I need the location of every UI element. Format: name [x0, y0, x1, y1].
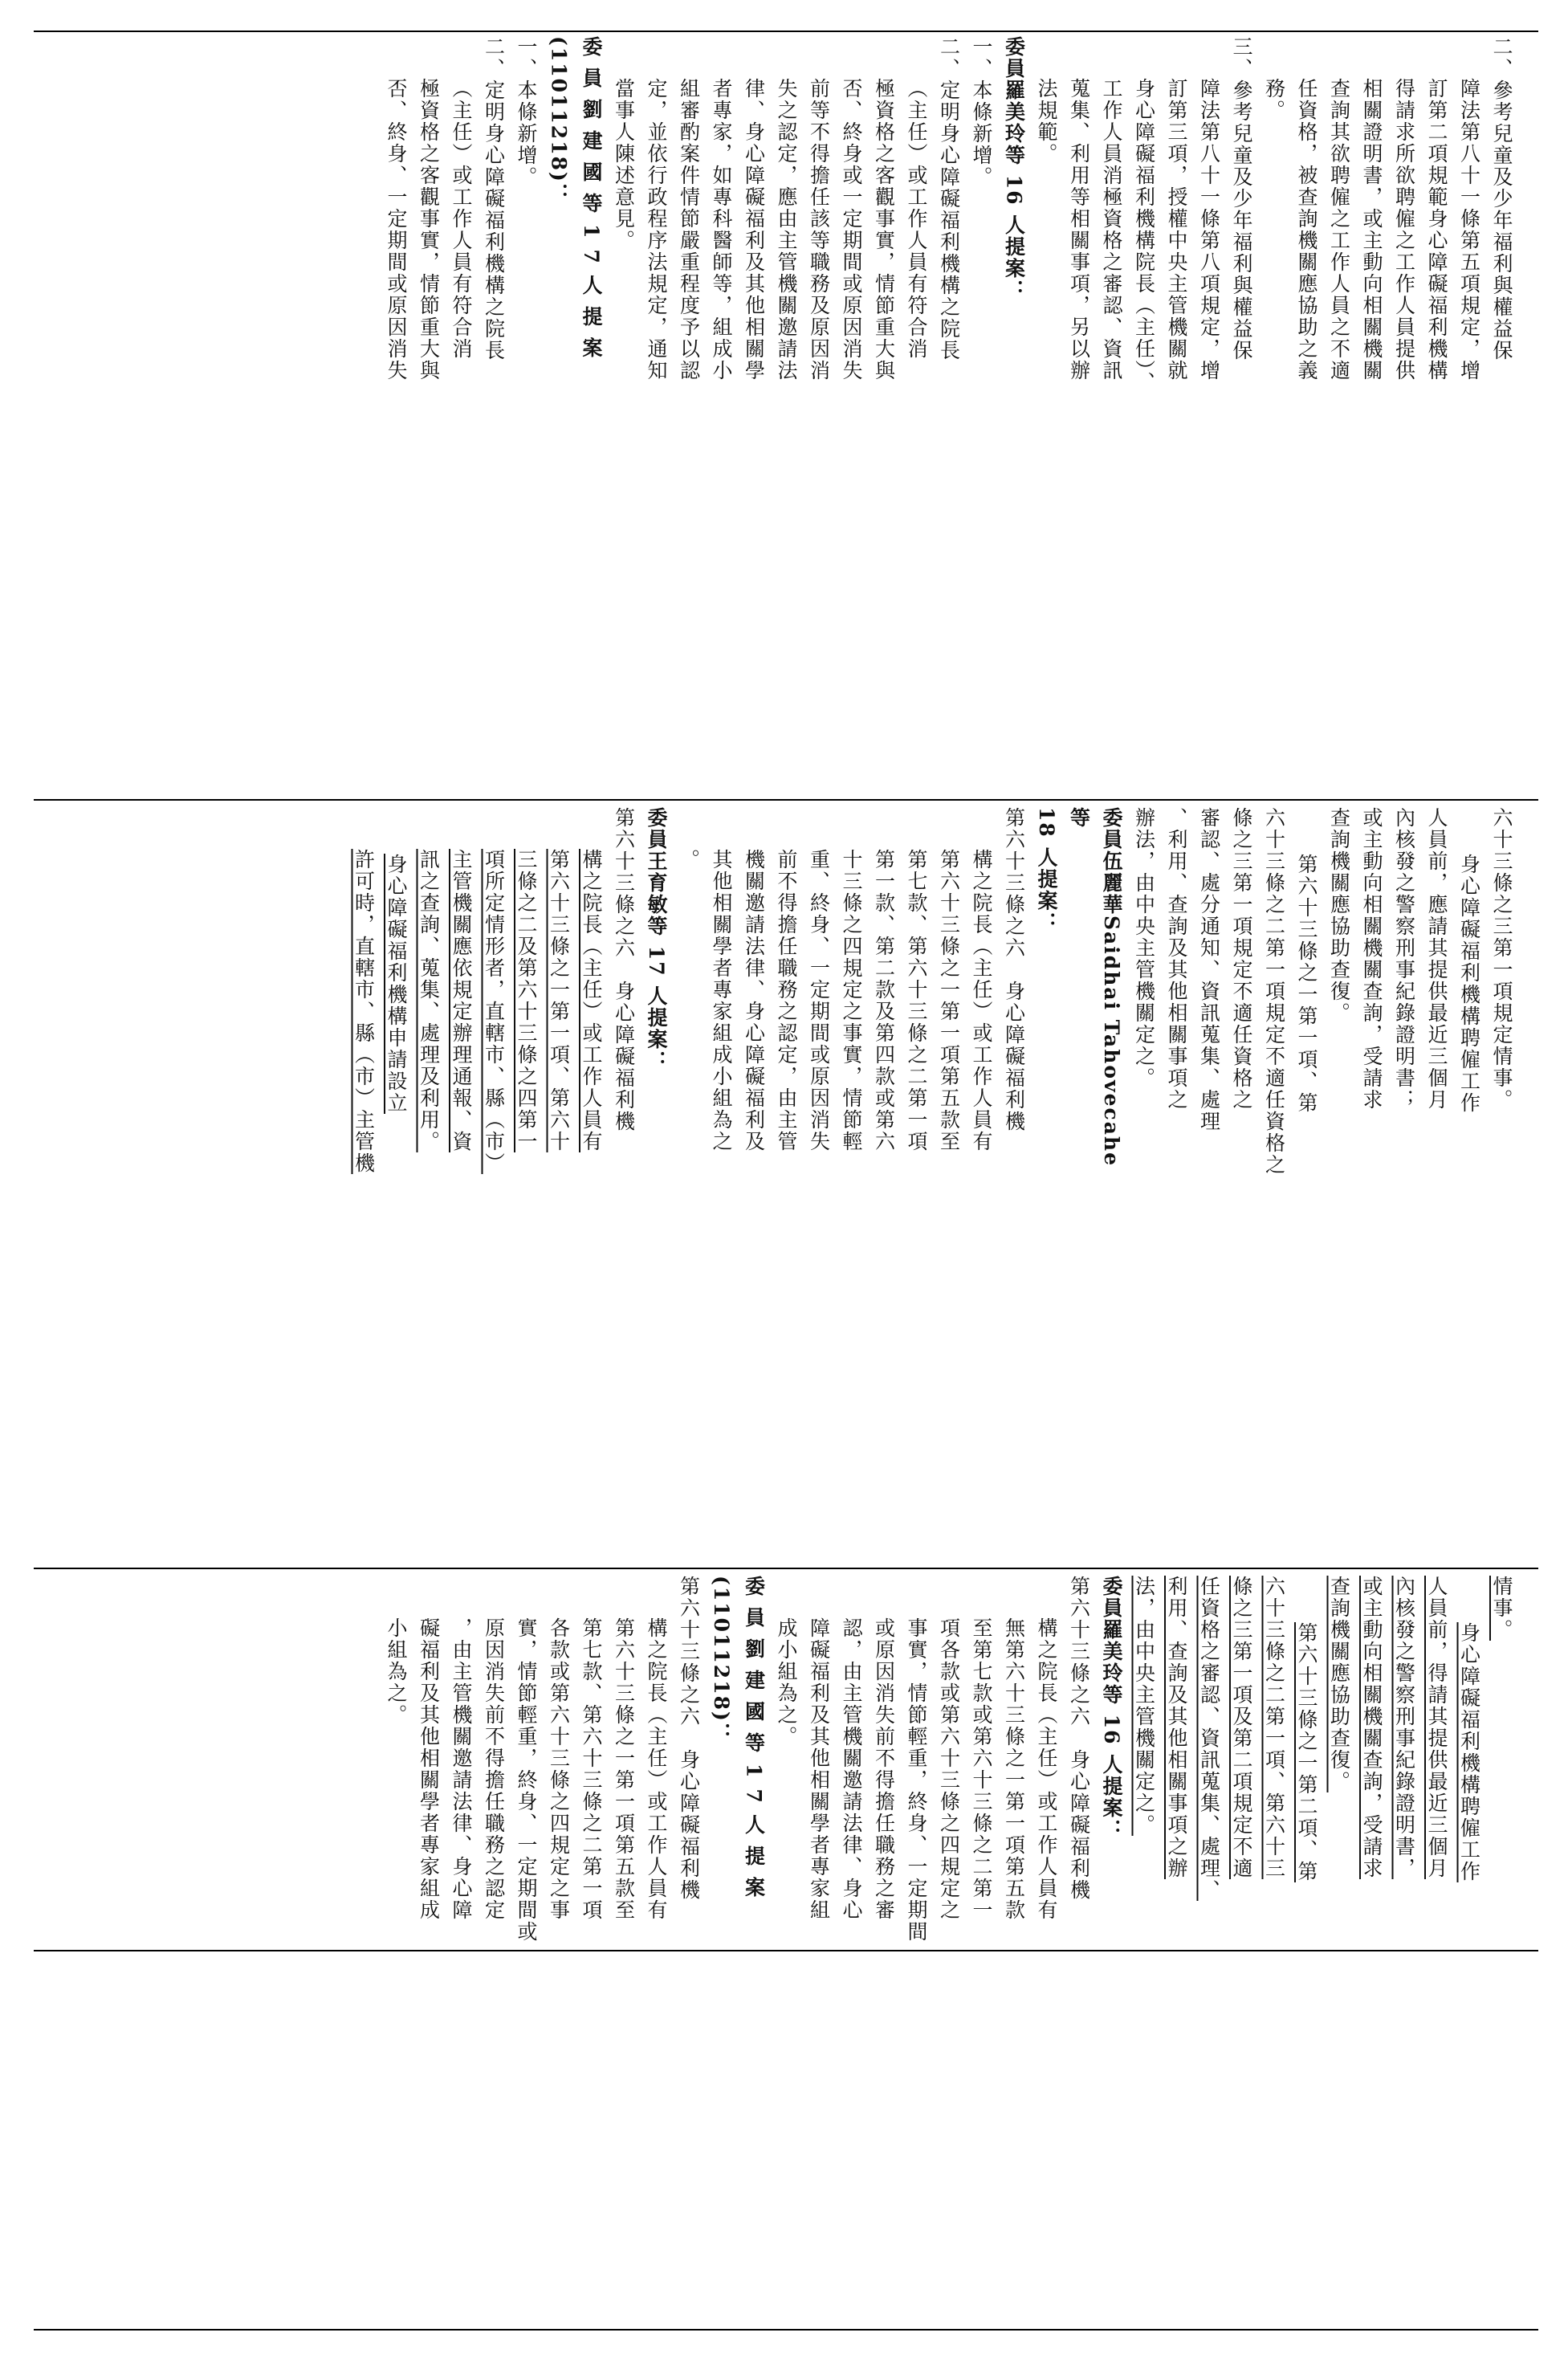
line: 認，由主管機關邀請法律、身心 [840, 1617, 863, 1921]
line: 主管機關應依規定辦理通報、資 [450, 849, 473, 1152]
top-rule [34, 31, 1538, 32]
proposal-code: (11011218)： [547, 36, 571, 205]
line: 一、本條新增。 [515, 36, 538, 188]
line: 內核發之警察刑事紀錄證明書， [1392, 1576, 1416, 1879]
line: 障法第八十一條第五項規定，增 [1457, 78, 1481, 381]
line: 無第六十三條之一第一項第五款 [1002, 1617, 1026, 1921]
line: 第六十三條之六 身心障礙福利機 [612, 807, 636, 1132]
line: 六十三條之二第一項、第六十三 [1262, 1576, 1286, 1879]
line: 機關邀請法律、身心障礙福利及 [742, 849, 766, 1152]
line: 項所定情形者，直轄市、縣（市） [482, 849, 506, 1174]
line: 三、參考兒童及少年福利與權益保 [1230, 36, 1253, 361]
line: 二、定明身心障礙福利機構之院長 [937, 36, 961, 361]
line: 二、參考兒童及少年福利與權益保 [1490, 36, 1513, 361]
line: 構之院長（主任）或工作人員有 [645, 1617, 668, 1921]
line: 利用、查詢及其他相關事項之辦 [1165, 1576, 1188, 1879]
line: 訂第三項，授權中央主管機關就 [1165, 78, 1188, 381]
line: 項各款或第六十三條之四規定之 [937, 1617, 961, 1921]
proposal-heading: 18 人提案： [1035, 807, 1058, 934]
line: 構之院長（主任）或工作人員有 [1035, 1617, 1058, 1921]
line: 第六十三條之一第一項、第 [1295, 854, 1318, 1114]
line: 許可時，直轄市、縣（市）主管機 [352, 849, 376, 1174]
line: 極資格之客觀事實，情節重大與 [872, 78, 896, 381]
line: 人員前，得請其提供最近三個月 [1425, 1576, 1448, 1879]
line: 第七款、第六十三條之二第一項 [580, 1617, 603, 1921]
line: 成小組為之。 [775, 1617, 798, 1747]
line: （主任）或工作人員有符合消 [905, 78, 928, 360]
line: 任資格，被查詢機關應協助之義 [1295, 78, 1318, 381]
proposal-heading: 委員羅美玲等 16 人提案： [1002, 36, 1026, 302]
line: 前等不得擔任該等職務及原因消 [807, 78, 831, 381]
line: 小組為之。 [385, 1617, 408, 1726]
line: 第六十三條之六 身心障礙福利機 [677, 1576, 701, 1901]
line: 訊之查詢、蒐集、處理及利用。 [417, 849, 441, 1152]
line: 第六十三條之一第二項、第 [1295, 1622, 1318, 1882]
line: 構之院長（主任）或工作人員有 [580, 849, 603, 1152]
line: 二、定明身心障礙福利機構之院長 [482, 36, 506, 361]
line: 情事。 [1490, 1576, 1513, 1641]
text-block-proposals-a [40, 807, 1517, 1185]
proposal-heading: 委員王育敏等 17 人提案： [645, 807, 668, 1073]
proposal-heading: 委員劉建國等17人提案 [580, 36, 603, 369]
line: 工作人員消極資格之審認、資訊 [1100, 78, 1123, 381]
line: 內核發之警察刑事紀錄證明書； [1392, 807, 1416, 1111]
line: 否、終身、一定期間或原因消失 [385, 78, 408, 381]
line: 失之認定，應由主管機關邀請法 [775, 78, 798, 381]
line: 定，並依行政程序法規定，通知 [645, 78, 668, 381]
proposal-code: (11011218)： [710, 1576, 733, 1744]
line: 事實，情節輕重，終身、一定期間 [905, 1617, 928, 1943]
line: 六十三條之二第一項規定不適任資格之 [1262, 807, 1286, 1176]
line: 法，由中央主管機關定之。 [1132, 1576, 1156, 1836]
line: 第七款、第六十三條之二第一項 [905, 849, 928, 1152]
line: 或主動向相關機關查詢，受請求 [1360, 1576, 1383, 1879]
line: 極資格之客觀事實，情節重大與 [417, 78, 441, 381]
line: 組審酌案件情節嚴重程度予以認 [677, 78, 701, 381]
line: 條之三第一項及第二項規定不適 [1230, 1576, 1253, 1879]
line: 蒐集、利用等相關事項，另以辦 [1067, 78, 1091, 381]
proposal-heading: 委員劉建國等17人提案 [742, 1576, 766, 1908]
line: 六十三條之三第一項規定情事。 [1490, 807, 1513, 1111]
line: 三條之二及第六十三條之四第一 [515, 849, 538, 1152]
line: 務。 [1262, 78, 1286, 121]
line: 礙福利及其他相關學者專家組成 [417, 1617, 441, 1921]
line: 第六十三條之一第一項、第六十 [547, 849, 571, 1152]
line: 障礙福利及其他相關學者專家組 [807, 1617, 831, 1921]
line: 實，情節輕重，終身、一定期間或 [515, 1617, 538, 1943]
line: 任資格之審認、資訊蒐集、處理、 [1197, 1576, 1221, 1901]
divider-rule-3 [34, 1950, 1538, 1951]
line: 查詢其欲聘僱之工作人員之不適 [1327, 78, 1351, 381]
line: 第六十三條之一第一項第五款至 [612, 1617, 636, 1921]
line: 構之院長（主任）或工作人員有 [970, 849, 993, 1152]
line: 或主動向相關機關查詢，受請求 [1360, 807, 1383, 1111]
line: 訂第二項規範身心障礙福利機構 [1425, 78, 1448, 381]
line: 各款或第六十三條之四規定之事 [547, 1617, 571, 1921]
line: 或原因消失前不得擔任職務之審 [872, 1617, 896, 1921]
line: 第六十三條之六 身心障礙福利機 [1002, 807, 1026, 1132]
line: 其他相關學者專家組成小組為之 [710, 849, 733, 1152]
line: 重、終身、一定期間或原因消失 [807, 849, 831, 1152]
line: 人員前，應請其提供最近三個月 [1425, 807, 1448, 1111]
proposal-heading: 委員伍麗華Saidhai Tahovecahe等 [1067, 807, 1123, 1168]
line: 第一款、第二款及第四款或第六 [872, 849, 896, 1152]
line: 法規範。 [1035, 78, 1058, 165]
line: 至第七款或第六十三條之二第一 [970, 1617, 993, 1921]
divider-rule-2 [34, 1568, 1538, 1569]
line: 當事人陳述意見。 [612, 78, 636, 251]
line: 查詢機關應協助查復。 [1327, 807, 1351, 1024]
line: 條之三第一項規定不適任資格之 [1230, 807, 1253, 1111]
line: 者專家，如專科醫師等，組成小 [710, 78, 733, 381]
line: 。 [677, 849, 701, 871]
line: 得請求所欲聘僱之工作人員提供 [1392, 78, 1416, 381]
line: 前不得擔任職務之認定，由主管 [775, 849, 798, 1152]
line: 查詢機關應協助查復。 [1327, 1576, 1351, 1792]
line: 、利用、查詢及其他相關事項之 [1165, 807, 1188, 1111]
line: 身心障礙福利機構院長（主任）、 [1132, 78, 1156, 394]
line: 相關證明書，或主動向相關機關 [1360, 78, 1383, 381]
line: 身心障礙福利機構申請設立 [385, 854, 408, 1114]
line: 一、本條新增。 [970, 36, 993, 188]
line: 審認、處分通知、資訊蒐集、處理 [1197, 807, 1221, 1132]
proposal-heading: 委員羅美玲等 16 人提案： [1100, 1576, 1123, 1841]
line: 身心障礙福利機構聘僱工作 [1457, 1622, 1481, 1882]
divider-rule-1 [34, 799, 1538, 801]
bottom-rule [34, 2329, 1538, 2331]
line: 否、終身或一定期間或原因消失 [840, 78, 863, 381]
line: 身心障礙福利機構聘僱工作 [1457, 854, 1481, 1114]
text-block-explanation [40, 36, 1517, 414]
line: （主任）或工作人員有符合消 [450, 78, 473, 360]
line: ，由主管機關邀請法律、身心障 [450, 1617, 473, 1921]
line: 十三條之四規定之事實，情節輕 [840, 849, 863, 1152]
line: 第六十三條之六 身心障礙福利機 [1067, 1576, 1091, 1901]
text-block-proposals-b [40, 1576, 1517, 1945]
line: 障法第八十一條第八項規定，增 [1197, 78, 1221, 381]
line: 原因消失前不得擔任職務之認定 [482, 1617, 506, 1921]
line: 律、身心障礙福利及其他相關學 [742, 78, 766, 381]
line: 辦法，由中央主管機關定之。 [1132, 807, 1156, 1089]
line: 第六十三條之一第一項第五款至 [937, 849, 961, 1152]
